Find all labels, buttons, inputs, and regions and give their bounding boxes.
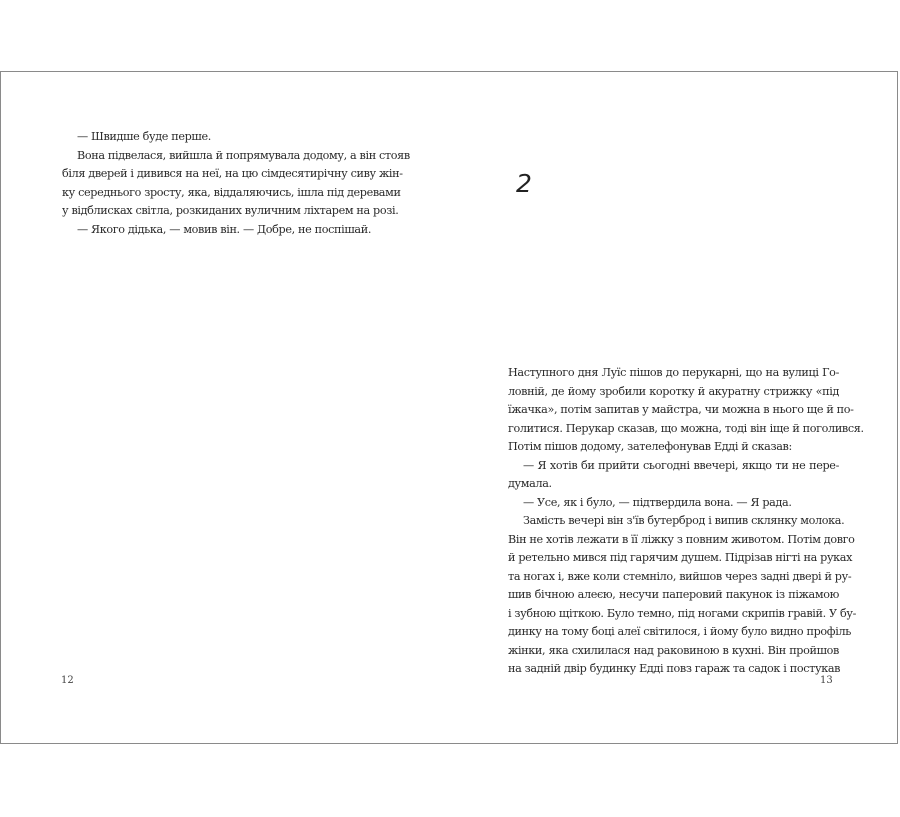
text-line: — Усе, як і було, — підтвердила вона. — Я рада.: [523, 495, 792, 509]
text-line: ловній, де йому зробили коротку й акуратну стрижку «під: [508, 384, 839, 398]
text-line: — Якого дідька, — мовив він. — Добре, не поспішай.: [77, 222, 372, 236]
right-page: [450, 72, 899, 743]
text-line: у відблисках світла, розкиданих вуличним ліхтарем на розі.: [62, 204, 399, 217]
text-line: голитися. Перукар сказав, що можна, тоді він іще й поголився.: [508, 421, 864, 435]
book-spread: [0, 71, 898, 744]
text-line: жінки, яка схилилася над раковиною в кухні. Він пройшов: [508, 643, 839, 657]
text-line: та ногах і, вже коли стемніло, вийшов через задні двері й ру-: [508, 569, 852, 583]
text-line: їжачка», потім запитав у майстра, чи можна в нього ще й по-: [508, 403, 854, 416]
chapter-number: 2: [516, 169, 532, 198]
text-line: Наступного дня Луїс пішов до перукарні, що на вулиці Го-: [508, 366, 839, 379]
text-line: біля дверей і дивився на неї, на цю сімдесятирічну сиву жін-: [62, 167, 403, 180]
left-page-body: [62, 128, 410, 239]
text-line: Вона підвелася, вийшла й попрямувала додому, а він стояв: [77, 148, 410, 162]
left-page: [1, 72, 450, 743]
page-number-left: 12: [61, 675, 74, 686]
text-line: на задній двір будинку Едді повз гараж та садок і постукав: [508, 662, 841, 675]
text-line: шив бічною алеєю, несучи паперовий пакунок із піжамою: [508, 588, 839, 601]
right-page-body: [508, 364, 864, 679]
text-line: й ретельно мився під гарячим душем. Підрізав нігті на руках: [508, 551, 853, 564]
text-line: Він не хотів лежати в її ліжку з повним животом. Потім довго: [508, 532, 855, 546]
page-number-right: 13: [820, 675, 833, 686]
text-line: — Я хотів би прийти сьогодні ввечері, якщо ти не пере-: [523, 458, 839, 472]
text-line: думала.: [508, 477, 552, 490]
text-line: — Швидше буде перше.: [77, 130, 211, 143]
text-line: динку на тому боці алеї світилося, і йому було видно профіль: [508, 625, 851, 638]
text-line: Потім пішов додому, зателефонував Едді й сказав:: [508, 440, 792, 453]
text-line: Замість вечері він з'їв бутерброд і випив склянку молока.: [523, 514, 845, 527]
text-line: і зубною щіткою. Було темно, під ногами скрипів гравій. У бу-: [508, 606, 857, 620]
text-line: ку середнього зросту, яка, віддаляючись, ішла під деревами: [62, 185, 401, 199]
